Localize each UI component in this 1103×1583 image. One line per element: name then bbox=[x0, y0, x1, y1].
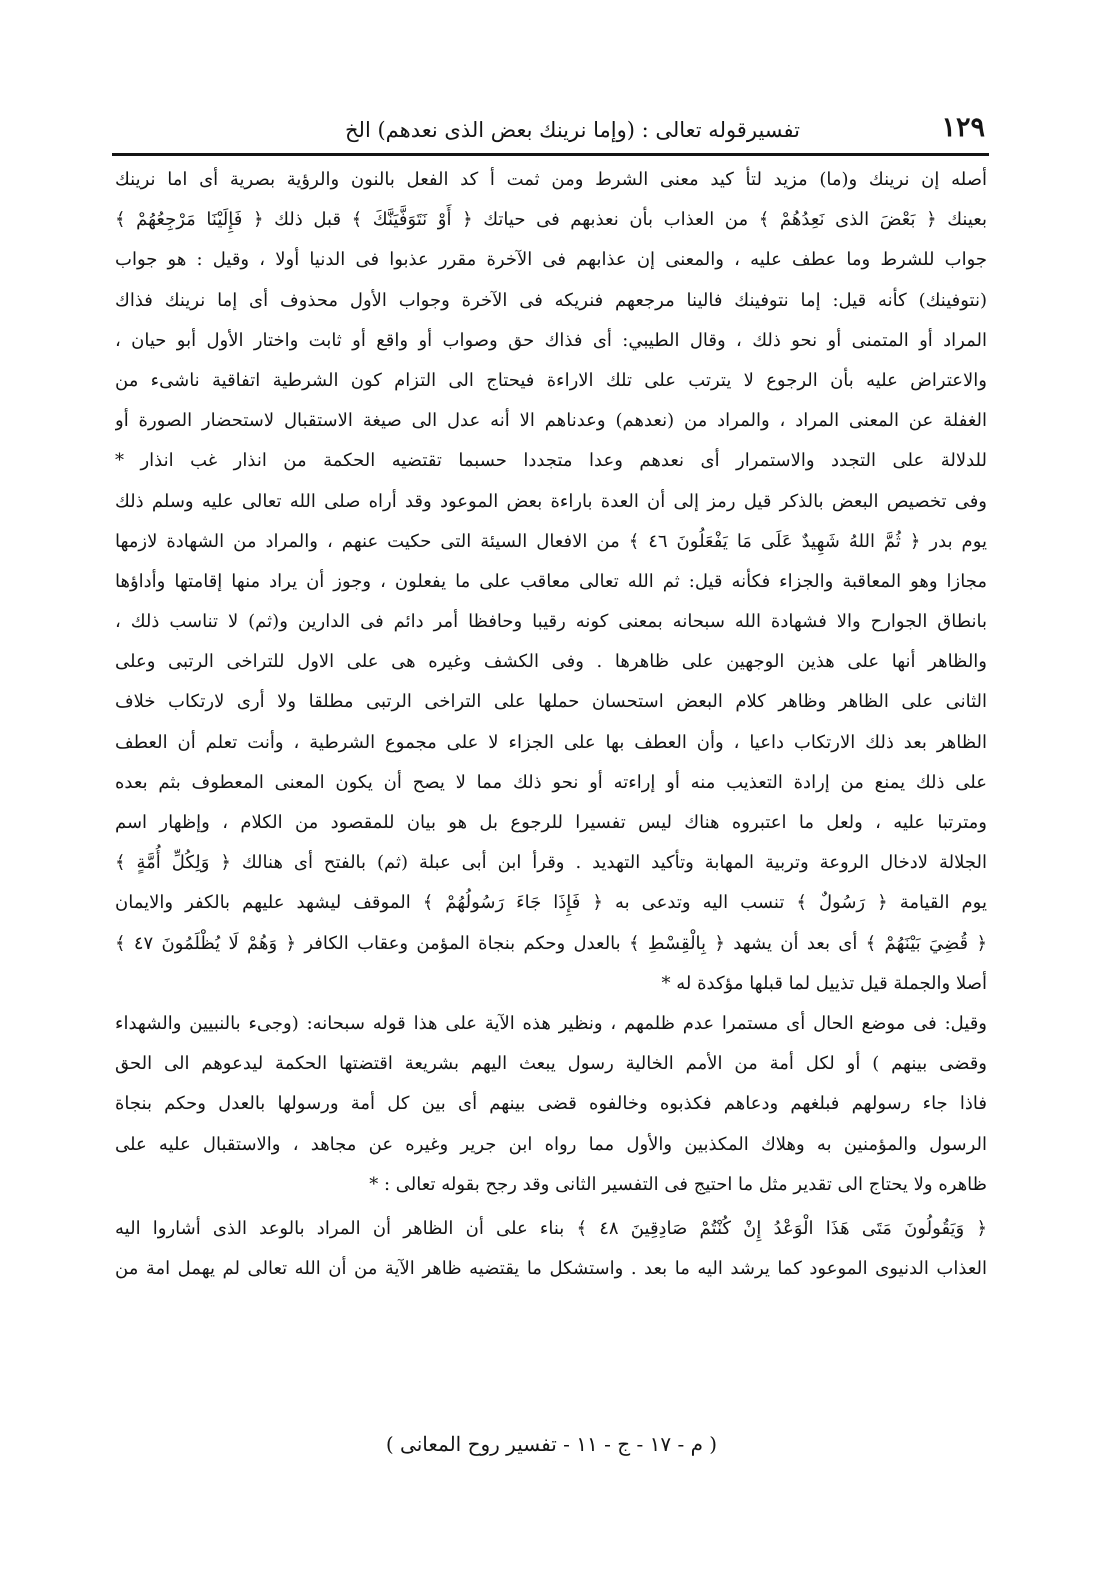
text-line: وفى تخصيص البعض بالذكر قيل رمز إلى أن العدة باراءة بعض الموعود وقد أراه صلى الله تعالى عليه وسلم ذلك bbox=[115, 490, 987, 512]
text-line: جواب للشرط وما عطف عليه ، والمعنى إن عذابهم فى الآخرة مقرر عذبوا فى الدنيا أولا ، وقيل : هو جواب bbox=[115, 249, 987, 271]
text-line: ﴿ وَيَقُولُونَ مَتَى هَذَا الْوَعْدُ إِنْ كُنْتُمْ صَادِقِينَ ٤٨ ﴾ بناء على أن الظاهر أن المراد بالوعد الذى أشاروا اليه bbox=[115, 1217, 987, 1239]
text-line: ﴿ قُضِيَ بَيْنَهُمْ ﴾ أى بعد أن يشهد ﴿ بِالْقِسْطِ ﴾ بالعدل وحكم بنجاة المؤمن وعقاب الكافر ﴿ وَهُمْ لَا يُظْلَمُونَ ٤٧ ﴾ bbox=[115, 932, 987, 954]
text-line: مجازا وهو المعاقبة والجزاء فكأنه قيل: ثم الله تعالى معاقب على ما يفعلون ، وجوز أن يراد منها إقامتها وأداؤها bbox=[115, 570, 987, 592]
text-line: وقيل: فى موضع الحال أى مستمرا عدم ظلمهم ، ونظير هذه الآية على هذا قوله سبحانه: (وجىء بالنبيين والشهداء bbox=[115, 1012, 987, 1034]
footer-signature: ( م - ١٧ - ج - ١١ - تفسير روح المعانى ) bbox=[385, 1432, 718, 1456]
text-line: (نتوفينك) كأنه قيل: إما نتوفينك فالينا مرجعهم فنريكه فى الآخرة وجواب الأول محذوف أى إما نرينك فذاك bbox=[115, 289, 987, 311]
text-line: العذاب الدنيوى الموعود كما يرشد اليه ما بعد . واستشكل ما يقتضيه ظاهر الآية من أن الله تعالى لم يهمل امة من bbox=[115, 1258, 987, 1280]
text-line: الثانى على الظاهر وظاهر كلام البعض استحسان حملها على التراخى الرتبى مطلقا ولا أرى لارتكاب خلاف bbox=[115, 691, 987, 713]
header-rule bbox=[112, 153, 989, 156]
page-number: ١٢٩ bbox=[941, 112, 985, 143]
text-line: والاعتراض عليه بأن الرجوع لا يترتب على تلك الاراءة فيحتاج الى التزام كون الشرطية اتفاقية ناشىء من bbox=[115, 369, 987, 391]
text-line: المراد أو المتمنى أو نحو ذلك ، وقال الطيبي: أى فذاك حق وصواب أو واقع أو ثابت واختار الأول أبو حيان ، bbox=[115, 329, 987, 351]
text-line: ومترتبا عليه ، ولعل ما اعتبروه هناك ليس تفسيرا للرجوع بل هو بيان للمقصود من الكلام ، وإظهار اسم bbox=[115, 812, 987, 833]
body-text bbox=[115, 160, 987, 1289]
text-line: أصلا والجملة قيل تذييل لما قبلها مؤكدة له * bbox=[661, 972, 987, 994]
text-line: فاذا جاء رسولهم فبلغهم ودعاهم فكذبوه وخالفوه قضى بينهم أى بين كل أمة ورسولها بالعدل وحكم بنجاة bbox=[115, 1093, 987, 1115]
text-line: وقضى بينهم ) أو لكل أمة من الأمم الخالية رسول يبعث اليهم بشريعة اقتضتها الحكمة ليدعوهم الى الحق bbox=[115, 1053, 987, 1075]
running-title: تفسيرقوله تعالى : (وإما نرينك بعض الذى نعدهم) الخ bbox=[345, 118, 800, 142]
text-line: بعينك ﴿ بَعْضَ الذى نَعِدُهُمْ ﴾ من العذاب بأن نعذبهم فى حياتك ﴿ أَوْ نَتَوَفَّيَنَّكَ ﴾ قبل ذلك ﴿ فَإِلَيْنَا مَرْجِعُهُمْ ﴾ bbox=[115, 209, 987, 231]
text-line: على ذلك يمنع من إرادة التعذيب منه أو إراءته أو نحو ذلك مما لا يصح أن يكون المعنى المعطوف بثم بعده bbox=[115, 771, 987, 793]
page-header bbox=[115, 112, 985, 154]
text-line: للدلالة على التجدد والاستمرار أى نعدهم وعدا متجددا حسبما تقتضيه الحكمة من انذار غب انذار * bbox=[115, 450, 987, 472]
text-line: والظاهر أنها على هذين الوجهين على ظاهرها . وفى الكشف وغيره هى على الاول للتراخى الرتبى وعلى bbox=[115, 651, 987, 673]
text-line: يوم بدر ﴿ ثُمَّ اللهُ شَهِيدٌ عَلَى مَا يَفْعَلُونَ ٤٦ ﴾ من الافعال السيئة التى حكيت عنهم ، والمراد من الشهادة لازمها bbox=[115, 530, 987, 552]
text-line: الجلالة لادخال الروعة وتربية المهابة وتأكيد التهديد . وقرأ ابن أبى عبلة (ثم) بالفتح أى هنالك ﴿ وَلِكُلِّ أُمَّةٍ ﴾ bbox=[115, 852, 987, 874]
text-line: يوم القيامة ﴿ رَسُولٌ ﴾ تنسب اليه وتدعى به ﴿ فَإِذَا جَاءَ رَسُولُهُمْ ﴾ الموقف ليشهد عليهم بالكفر والايمان bbox=[115, 892, 987, 914]
text-line: أصله إن نرينك و(ما) مزيد لتأ كيد معنى الشرط ومن ثمت أ كد الفعل بالنون والرؤية بصرية أى اما نرينك bbox=[115, 169, 987, 190]
text-line: ظاهره ولا يحتاج الى تقدير مثل ما احتيج فى التفسير الثانى وقد رجح بقوله تعالى : * bbox=[369, 1173, 987, 1195]
text-line: الغفلة عن المعنى المراد ، والمراد من (نعدهم) وعدناهم الا أنه عدل الى صيغة الاستقبال لاستحضار الصورة أو bbox=[115, 410, 987, 432]
text-line: الرسول والمؤمنين به وهلاك المكذبين والأول مما رواه ابن جرير وغيره عن مجاهد ، والاستقبال عليه على bbox=[115, 1133, 987, 1155]
text-line: الظاهر بعد ذلك الارتكاب داعيا ، وأن العطف بها على الجزاء لا على مجموع الشرطية ، وأنت تعلم أن العطف bbox=[115, 731, 987, 753]
text-line: بانطاق الجوارح والا فشهادة الله سبحانه بمعنى كونه رقيبا وحافظا أمر دائم فى الدارين و(ثم) لا تناسب ذلك ، bbox=[115, 611, 987, 633]
